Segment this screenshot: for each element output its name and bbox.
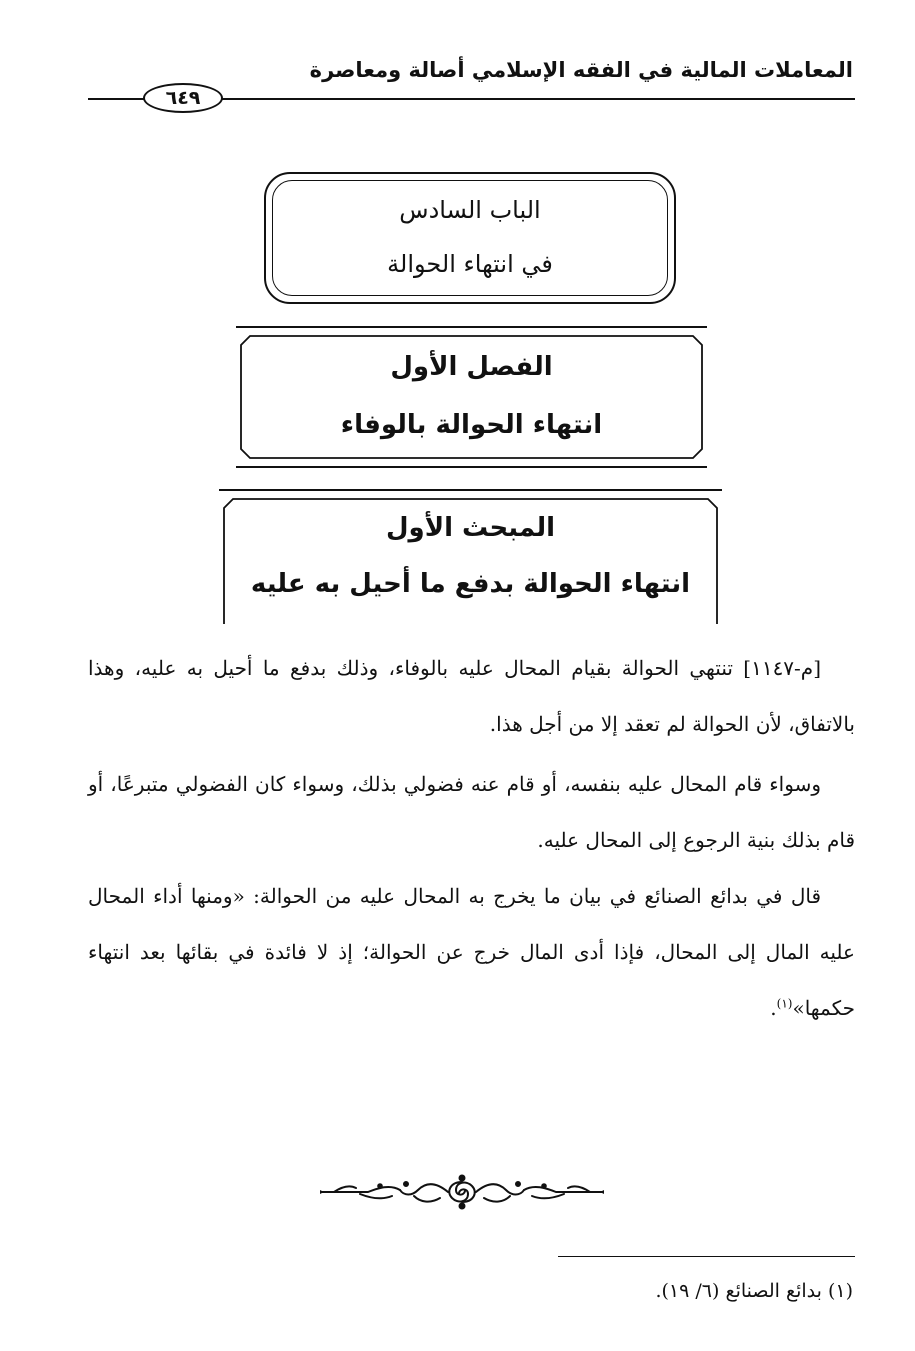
body-paragraph-3 <box>88 868 855 1036</box>
section-bottom-rule <box>236 466 707 468</box>
section-subtitle: انتهاء الحوالة بالوفاء <box>340 410 603 440</box>
section-heading-frame <box>236 326 707 468</box>
chapter-heading-box <box>264 172 676 304</box>
subsection-title: المبحث الأول <box>385 513 556 543</box>
page-number: ٦٤٩ <box>143 83 223 113</box>
section-title: الفصل الأول <box>390 352 553 382</box>
chapter-title: الباب السادس <box>399 196 541 224</box>
body-paragraph-2 <box>88 756 855 868</box>
body-paragraph-1 <box>88 640 855 752</box>
running-header-title: المعاملات المالية في الفقه الإسلامي أصالة ومعاصرة <box>309 58 853 82</box>
footnote-reference[interactable]: (١) <box>776 996 793 1011</box>
decorative-ornament-icon <box>318 1168 606 1216</box>
chapter-subtitle: في انتهاء الحوالة <box>387 250 553 278</box>
paragraph-1-text: [م-١١٤٧] تنتهي الحوالة بقيام المحال عليه بالوفاء، وذلك بدفع ما أحيل به عليه، وهذا بالاتفاق، لأن الحوالة لم تعقد إلا من أجل هذا. <box>88 656 855 736</box>
section-top-rule <box>236 326 707 328</box>
subsection-heading-frame <box>219 489 722 625</box>
footnote-separator <box>558 1256 855 1257</box>
subsection-subtitle: انتهاء الحوالة بدفع ما أحيل به عليه <box>250 569 691 599</box>
subsection-top-rule <box>219 489 722 491</box>
paragraph-3-end: . <box>770 996 777 1020</box>
paragraph-3-text: قال في بدائع الصنائع في بيان ما يخرج به المحال عليه من الحوالة: «ومنها أداء المحال عليه المال إلى المحال، فإذا أدى المال خرج عن الحوالة؛ إذ لا فائدة في بقائها بعد انتهاء حكمها» <box>88 884 855 1020</box>
paragraph-2-text: وسواء قام المحال عليه بنفسه، أو قام عنه فضولي بذلك، وسواء كان الفضولي متبرعًا، أو قام بذلك بنية الرجوع إلى المحال عليه. <box>88 772 855 852</box>
footnote-text: (١) بدائع الصنائع (٦/ ١٩). <box>655 1280 853 1302</box>
